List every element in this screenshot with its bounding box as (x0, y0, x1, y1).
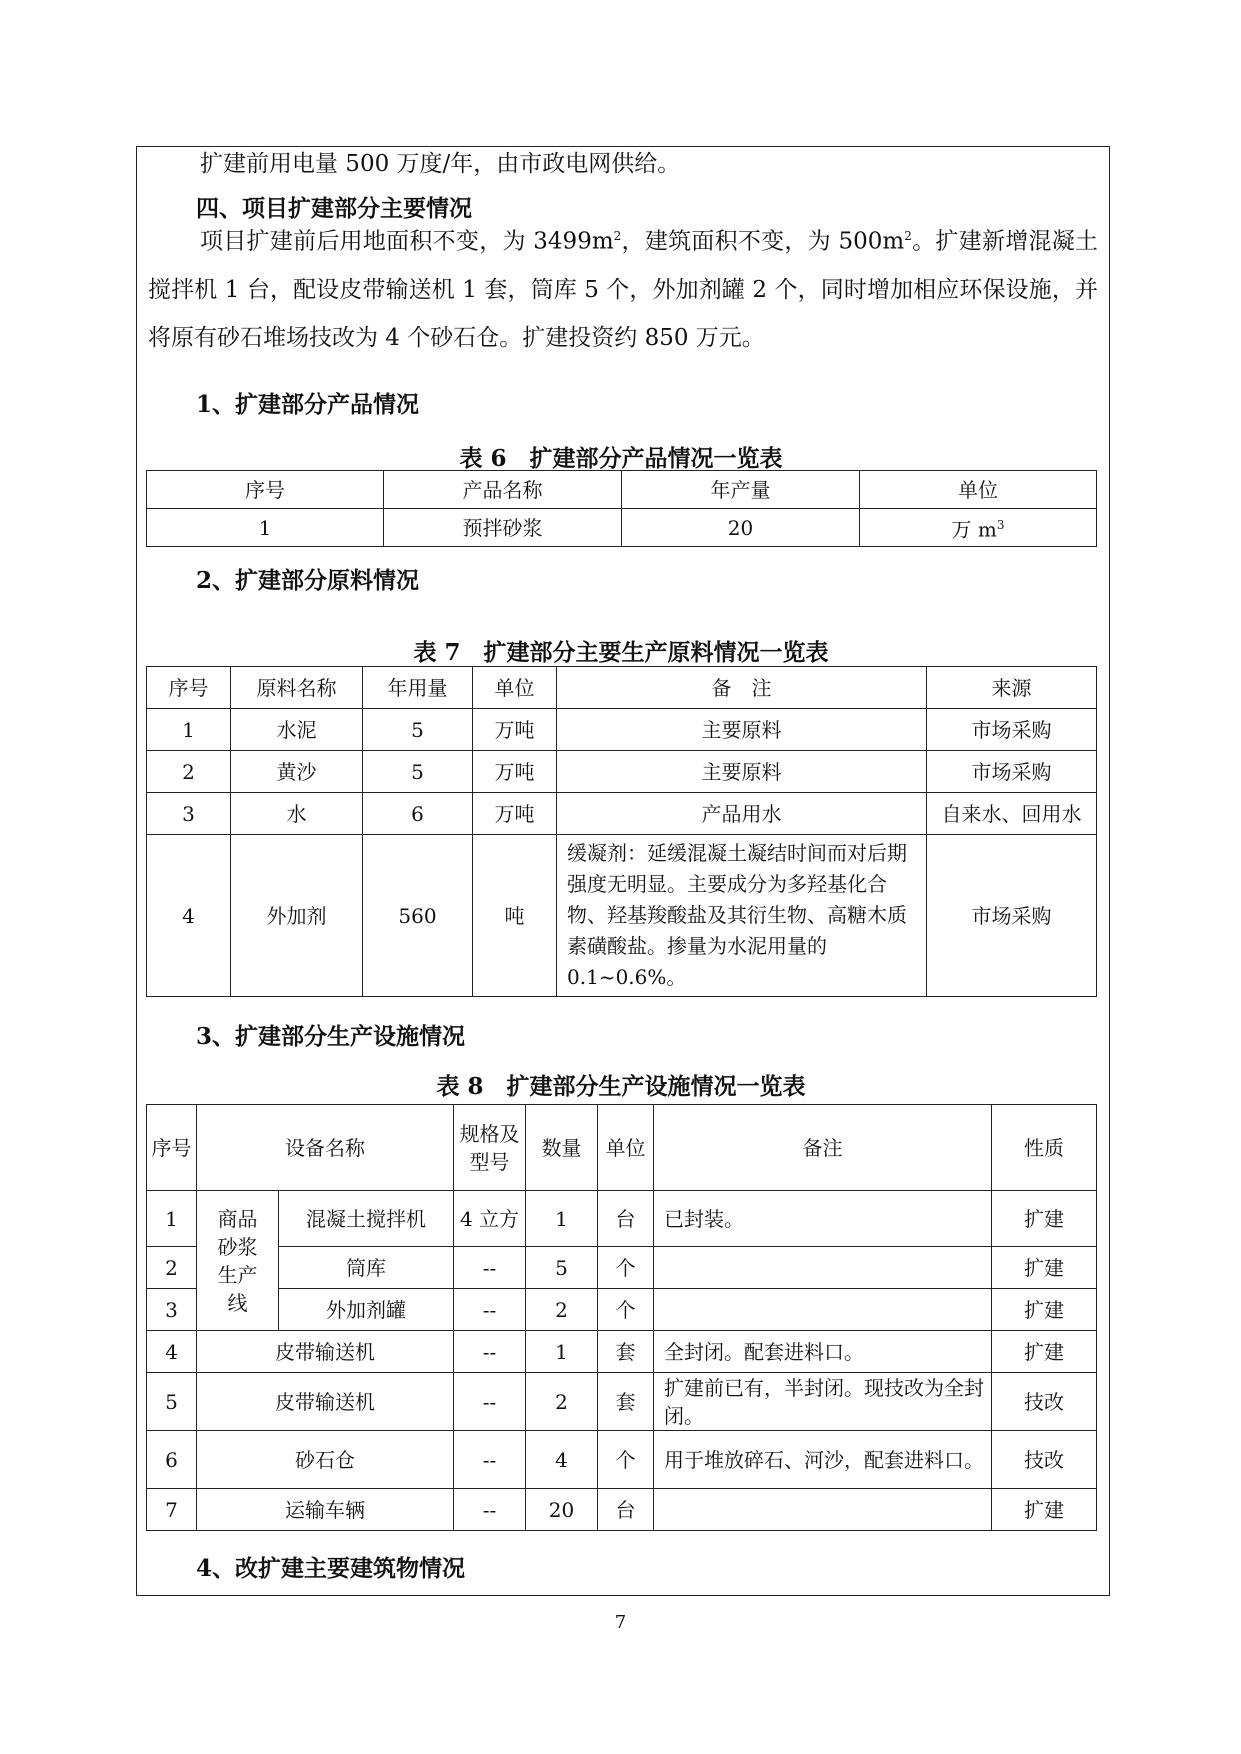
cell-spec: -- (454, 1431, 526, 1489)
cell-type: 技改 (992, 1373, 1097, 1431)
cell-amount: 6 (363, 793, 473, 835)
cell-name: 皮带输送机 (197, 1373, 454, 1431)
section-3-title: 3、扩建部分生产设施情况 (196, 1023, 466, 1050)
cell-unit: 万吨 (473, 793, 557, 835)
header-cell: 设备名称 (197, 1105, 454, 1191)
header-cell: 原料名称 (231, 667, 363, 709)
cell-type: 扩建 (992, 1247, 1097, 1289)
cell-note: 已封装。 (654, 1191, 992, 1247)
cell-unit: 个 (598, 1289, 654, 1331)
header-cell: 产品名称 (384, 471, 622, 509)
header-cell: 年产量 (622, 471, 860, 509)
cell-name: 筒库 (279, 1247, 454, 1289)
cell-unit: 吨 (473, 835, 557, 997)
expansion-text-2: ，建筑面积不变，为 500m (621, 228, 905, 255)
cell-note: 主要原料 (557, 709, 927, 751)
cell-spec: -- (454, 1489, 526, 1531)
cell-type: 扩建 (992, 1289, 1097, 1331)
page-number: 7 (614, 1612, 627, 1633)
table-7-caption: 表 7 扩建部分主要生产原料情况一览表 (413, 639, 829, 666)
cell-note: 主要原料 (557, 751, 927, 793)
expansion-text-3: 。扩建新增混凝土搅拌机 1 台，配设皮带输送机 1 套，筒库 5 个，外加剂罐 2 个，同时增加相应环保设施，并将原有砂石堆场技改为 4 个砂石仓。扩建投资约 850 万元。 (148, 228, 1098, 351)
header-cell: 来源 (927, 667, 1097, 709)
cell-type: 扩建 (992, 1331, 1097, 1373)
cell-note (654, 1289, 992, 1331)
paragraph-expansion (148, 212, 1098, 362)
cell-name: 外加剂 (231, 835, 363, 997)
section-4-subtitle: 4、改扩建主要建筑物情况 (196, 1555, 466, 1582)
cell-amount: 5 (363, 751, 473, 793)
cell-note (654, 1247, 992, 1289)
cell-no: 1 (147, 509, 384, 547)
cell-unit: 套 (598, 1331, 654, 1373)
cell-no: 2 (147, 751, 231, 793)
cell-name: 外加剂罐 (279, 1289, 454, 1331)
header-cell: 备 注 (557, 667, 927, 709)
header-cell: 序号 (147, 471, 384, 509)
cell-qty: 1 (526, 1331, 598, 1373)
cell-no: 7 (147, 1489, 197, 1531)
cell-amount: 5 (363, 709, 473, 751)
header-cell: 单位 (860, 471, 1097, 509)
cell-unit: 万吨 (473, 751, 557, 793)
table-row (147, 709, 1097, 751)
superscript: 2 (904, 229, 912, 243)
cell-no: 4 (147, 835, 231, 997)
cell-no: 3 (147, 1289, 197, 1331)
cell-spec: -- (454, 1331, 526, 1373)
cell-unit: 个 (598, 1431, 654, 1489)
header-cell: 备注 (654, 1105, 992, 1191)
cell-amount: 20 (622, 509, 860, 547)
cell-type: 技改 (992, 1431, 1097, 1489)
superscript: 3 (996, 518, 1005, 533)
cell-note: 用于堆放碎石、河沙，配套进料口。 (654, 1431, 992, 1489)
cell-source: 市场采购 (927, 835, 1097, 997)
cell-qty: 20 (526, 1489, 598, 1531)
table-6-caption: 表 6 扩建部分产品情况一览表 (459, 445, 783, 472)
cell-name: 混凝土搅拌机 (279, 1191, 454, 1247)
cell-name: 预拌砂浆 (384, 509, 622, 547)
cell-name: 砂石仓 (197, 1431, 454, 1489)
cell-type: 扩建 (992, 1489, 1097, 1531)
section-1-title: 1、扩建部分产品情况 (196, 391, 420, 418)
table-row (147, 1489, 1097, 1531)
table-row (147, 1289, 1097, 1331)
cell-qty: 4 (526, 1431, 598, 1489)
table-header-row (147, 471, 1097, 509)
cell-unit: 套 (598, 1373, 654, 1431)
header-cell: 年用量 (363, 667, 473, 709)
cell-name: 皮带输送机 (197, 1331, 454, 1373)
cell-name: 黄沙 (231, 751, 363, 793)
cell-no: 5 (147, 1373, 197, 1431)
cell-note: 全封闭。配套进料口。 (654, 1331, 992, 1373)
paragraph-power: 扩建前用电量 500 万度/年，由市政电网供给。 (200, 151, 681, 177)
table-row (147, 509, 1097, 547)
cell-qty: 2 (526, 1289, 598, 1331)
cell-spec: 4 立方 (454, 1191, 526, 1247)
table-row (147, 1431, 1097, 1489)
table-row (147, 1331, 1097, 1373)
header-cell: 规格及型号 (454, 1105, 526, 1191)
header-cell: 单位 (473, 667, 557, 709)
header-cell: 单位 (598, 1105, 654, 1191)
unit-text: 万 m (951, 517, 997, 542)
cell-spec: -- (454, 1373, 526, 1431)
table-row (147, 1373, 1097, 1431)
cell-name: 运输车辆 (197, 1489, 454, 1531)
header-cell: 数量 (526, 1105, 598, 1191)
cell-unit: 个 (598, 1247, 654, 1289)
cell-qty: 5 (526, 1247, 598, 1289)
expansion-text-1: 项目扩建前后用地面积不变，为 3499m (200, 228, 614, 255)
table-header-row (147, 1105, 1097, 1191)
cell-note (654, 1489, 992, 1531)
cell-name: 水 (231, 793, 363, 835)
cell-no: 1 (147, 709, 231, 751)
cell-unit: 万吨 (473, 709, 557, 751)
cell-amount: 560 (363, 835, 473, 997)
cell-no: 2 (147, 1247, 197, 1289)
table-row (147, 1191, 1097, 1247)
superscript: 2 (613, 229, 622, 243)
cell-type: 扩建 (992, 1191, 1097, 1247)
section-2-title: 2、扩建部分原料情况 (196, 567, 420, 594)
table-6 (146, 470, 1097, 547)
cell-source: 市场采购 (927, 751, 1097, 793)
cell-unit: 台 (598, 1191, 654, 1247)
cell-unit: 台 (598, 1489, 654, 1531)
cell-source: 市场采购 (927, 709, 1097, 751)
section-4-title: 四、项目扩建部分主要情况 (196, 195, 472, 222)
table-row (147, 835, 1097, 997)
cell-no: 1 (147, 1191, 197, 1247)
cell-unit (860, 509, 1097, 547)
cell-source: 自来水、回用水 (927, 793, 1097, 835)
cell-no: 4 (147, 1331, 197, 1373)
table-8-caption: 表 8 扩建部分生产设施情况一览表 (436, 1073, 806, 1100)
header-cell: 序号 (147, 667, 231, 709)
header-cell: 性质 (992, 1105, 1097, 1191)
cell-note: 产品用水 (557, 793, 927, 835)
cell-group: 商品砂浆生产线 (197, 1191, 279, 1331)
cell-note: 扩建前已有，半封闭。现技改为全封闭。 (654, 1373, 992, 1431)
table-row (147, 1247, 1097, 1289)
header-cell: 序号 (147, 1105, 197, 1191)
cell-spec: -- (454, 1289, 526, 1331)
cell-note: 缓凝剂：延缓混凝土凝结时间而对后期强度无明显。主要成分为多羟基化合物、羟基羧酸盐及其衍生物、高糖木质素磺酸盐。掺量为水泥用量的 0.1~0.6%。 (557, 835, 927, 997)
table-header-row (147, 667, 1097, 709)
cell-spec: -- (454, 1247, 526, 1289)
cell-name: 水泥 (231, 709, 363, 751)
cell-qty: 2 (526, 1373, 598, 1431)
table-7 (146, 666, 1097, 997)
table-8 (146, 1104, 1097, 1531)
table-row (147, 751, 1097, 793)
cell-no: 6 (147, 1431, 197, 1489)
cell-qty: 1 (526, 1191, 598, 1247)
table-row (147, 793, 1097, 835)
cell-no: 3 (147, 793, 231, 835)
